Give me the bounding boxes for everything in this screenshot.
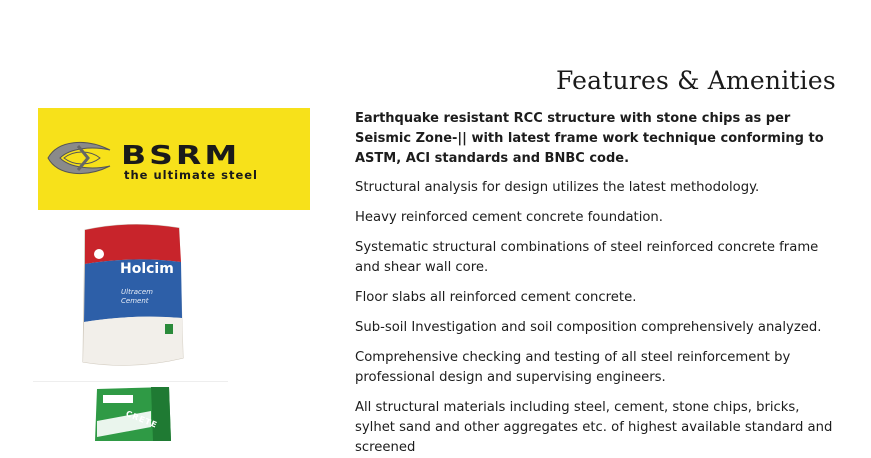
holcim-cement-bag-image [33, 218, 228, 376]
bsrm-wordmark: BSRM [121, 140, 241, 171]
holcim-brand-text: Holcim [120, 261, 174, 277]
feature-steel-testing: Comprehensive checking and testing of all steel reinforcement by professional design and supervising engineers. [355, 350, 791, 385]
feature-structural-materials: All structural materials including steel, cement, stone chips, bricks, sylhet sand and other aggregates etc. of highest available standard and screened [355, 400, 833, 455]
bsrm-logo [38, 108, 310, 210]
green-bag-text: CRETE [124, 409, 159, 430]
feature-earthquake-resistant: Earthquake resistant RCC structure with stone chips as per Seismic Zone-|| with latest frame work technique conforming to ASTM, ACI standards and BNBC code. [355, 111, 824, 166]
feature-structural-analysis: Structural analysis for design utilizes the latest methodology. [355, 180, 760, 195]
holcim-product-text: Ultracem [121, 288, 153, 296]
holcim-cement-text: Cement [121, 297, 149, 305]
feature-structural-combinations: Systematic structural combinations of steel reinforced concrete frame and shear wall core. [355, 240, 819, 275]
feature-foundation: Heavy reinforced cement concrete foundation. [355, 210, 663, 225]
feature-sub-soil: Sub-soil Investigation and soil composition comprehensively analyzed. [355, 320, 822, 335]
green-cement-bag-image [33, 381, 228, 441]
bsrm-emblem-icon [44, 136, 116, 180]
bsrm-tagline: the ultimate steel [124, 168, 258, 182]
feature-floor-slabs: Floor slabs all reinforced cement concrete. [355, 290, 637, 305]
page-title: Features & Amenities [556, 66, 836, 95]
